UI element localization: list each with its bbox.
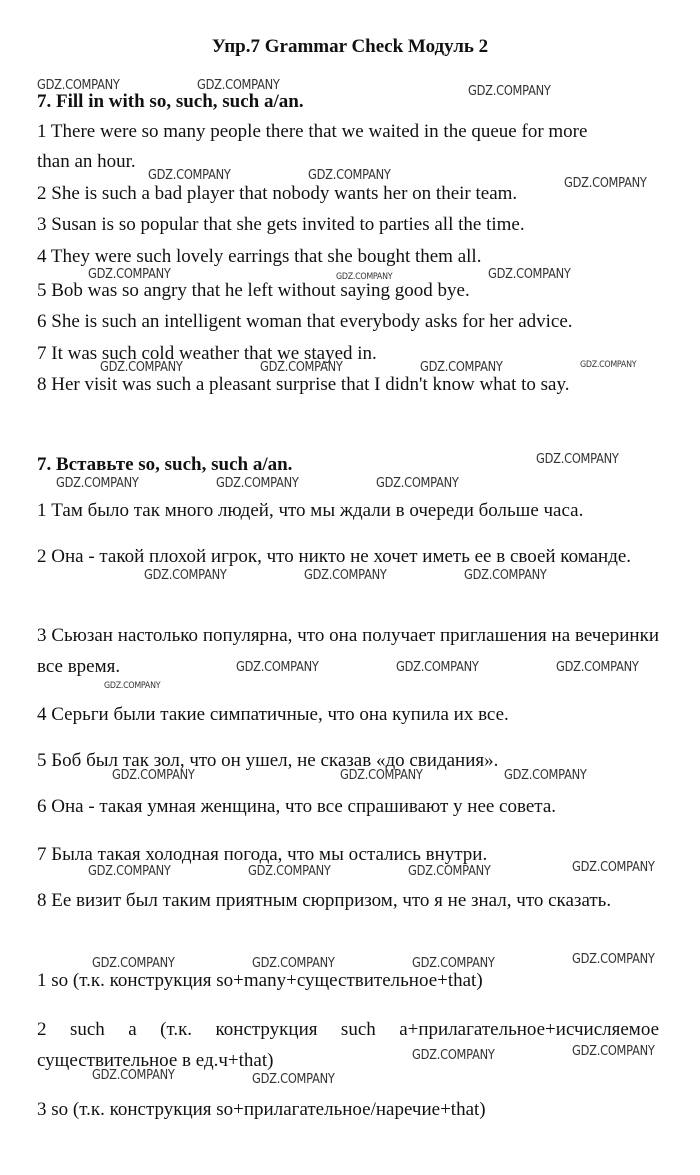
watermark: GDZ.COMPANY	[112, 768, 195, 783]
watermark: GDZ.COMPANY	[556, 660, 639, 675]
answer-3: 3 so (т.к. конструкция so+прилагательное/наречие+that)	[37, 1099, 486, 1120]
english-line-5: 5 Bob was so angry that he left without saying good bye.	[37, 280, 470, 301]
watermark: GDZ.COMPANY	[236, 660, 319, 675]
watermark: GDZ.COMPANY	[252, 956, 335, 971]
russian-paragraph-5: 5 Боб был так зол, что он ушел, не сказав «до свидания».	[37, 750, 499, 771]
english-line-8: 8 Her visit was such a pleasant surprise that I didn't know what to say.	[37, 374, 570, 395]
russian-paragraph-3: 3 Сьюзан настолько популярна, что она получает приглашения на вечеринки все время.	[37, 625, 659, 677]
watermark: GDZ.COMPANY	[92, 1068, 175, 1083]
watermark: GDZ.COMPANY	[248, 864, 331, 879]
answer-2: 2 such a (т.к. конструкция such a+прилагательное+исчисляемое существительное в ед.ч+that)	[37, 1019, 659, 1071]
answer-1: 1 so (т.к. конструкция so+many+существительное+that)	[37, 970, 483, 991]
watermark: GDZ.COMPANY	[260, 360, 343, 375]
english-line-3: 3 Susan is so popular that she gets invited to parties all the time.	[37, 214, 525, 235]
russian-paragraph-4: 4 Серьги были такие симпатичные, что она купила их все.	[37, 704, 509, 725]
english-line-1a: 1 There were so many people there that we waited in the queue for more	[37, 121, 588, 142]
watermark: GDZ.COMPANY	[504, 768, 587, 783]
watermark: GDZ.COMPANY	[88, 267, 171, 282]
watermark: GDZ.COMPANY	[144, 568, 227, 583]
watermark: GDZ.COMPANY	[56, 476, 139, 491]
watermark: GDZ.COMPANY	[304, 568, 387, 583]
watermark: GDZ.COMPANY	[252, 1072, 335, 1087]
watermark: GDZ.COMPANY	[468, 84, 551, 99]
english-line-2: 2 She is such a bad player that nobody wants her on their team.	[37, 183, 518, 204]
watermark: GDZ.COMPANY	[412, 1048, 495, 1063]
watermark: GDZ.COMPANY	[572, 952, 655, 967]
watermark: GDZ.COMPANY	[37, 78, 120, 93]
watermark: GDZ.COMPANY	[336, 272, 393, 282]
english-heading: 7. Fill in with so, such, such a/an.	[37, 91, 304, 112]
english-line-1b: than an hour.	[37, 151, 136, 172]
russian-paragraph-6: 6 Она - такая умная женщина, что все спрашивают у нее совета.	[37, 796, 557, 817]
watermark: GDZ.COMPANY	[340, 768, 423, 783]
watermark: GDZ.COMPANY	[536, 452, 619, 467]
watermark: GDZ.COMPANY	[100, 360, 183, 375]
watermark: GDZ.COMPANY	[412, 956, 495, 971]
watermark: GDZ.COMPANY	[308, 168, 391, 183]
watermark: GDZ.COMPANY	[580, 360, 637, 370]
watermark: GDZ.COMPANY	[420, 360, 503, 375]
watermark: GDZ.COMPANY	[572, 860, 655, 875]
watermark: GDZ.COMPANY	[408, 864, 491, 879]
watermark: GDZ.COMPANY	[464, 568, 547, 583]
watermark: GDZ.COMPANY	[572, 1044, 655, 1059]
watermark: GDZ.COMPANY	[197, 78, 280, 93]
english-line-4: 4 They were such lovely earrings that she bought them all.	[37, 246, 482, 267]
watermark: GDZ.COMPANY	[216, 476, 299, 491]
watermark: GDZ.COMPANY	[104, 681, 161, 691]
english-line-7: 7 It was such cold weather that we stayed in.	[37, 343, 377, 364]
page-title: Упр.7 Grammar Check Модуль 2	[211, 36, 489, 57]
watermark: GDZ.COMPANY	[396, 660, 479, 675]
russian-paragraph-8: 8 Ее визит был таким приятным сюрпризом, что я не знал, что сказать.	[37, 890, 612, 911]
watermark: GDZ.COMPANY	[92, 956, 175, 971]
russian-paragraph-2: 2 Она - такой плохой игрок, что никто не хочет иметь ее в своей команде.	[37, 546, 632, 567]
watermark: GDZ.COMPANY	[488, 267, 571, 282]
english-line-6: 6 She is such an intelligent woman that everybody asks for her advice.	[37, 311, 573, 332]
russian-paragraph-1: 1 Там было так много людей, что мы ждали в очереди больше часа.	[37, 500, 584, 521]
russian-paragraph-7: 7 Была такая холодная погода, что мы остались внутри.	[37, 844, 488, 865]
russian-heading: 7. Вставьте so, such, such a/an.	[37, 454, 293, 475]
watermark: GDZ.COMPANY	[376, 476, 459, 491]
watermark: GDZ.COMPANY	[564, 176, 647, 191]
watermark: GDZ.COMPANY	[88, 864, 171, 879]
watermark: GDZ.COMPANY	[148, 168, 231, 183]
